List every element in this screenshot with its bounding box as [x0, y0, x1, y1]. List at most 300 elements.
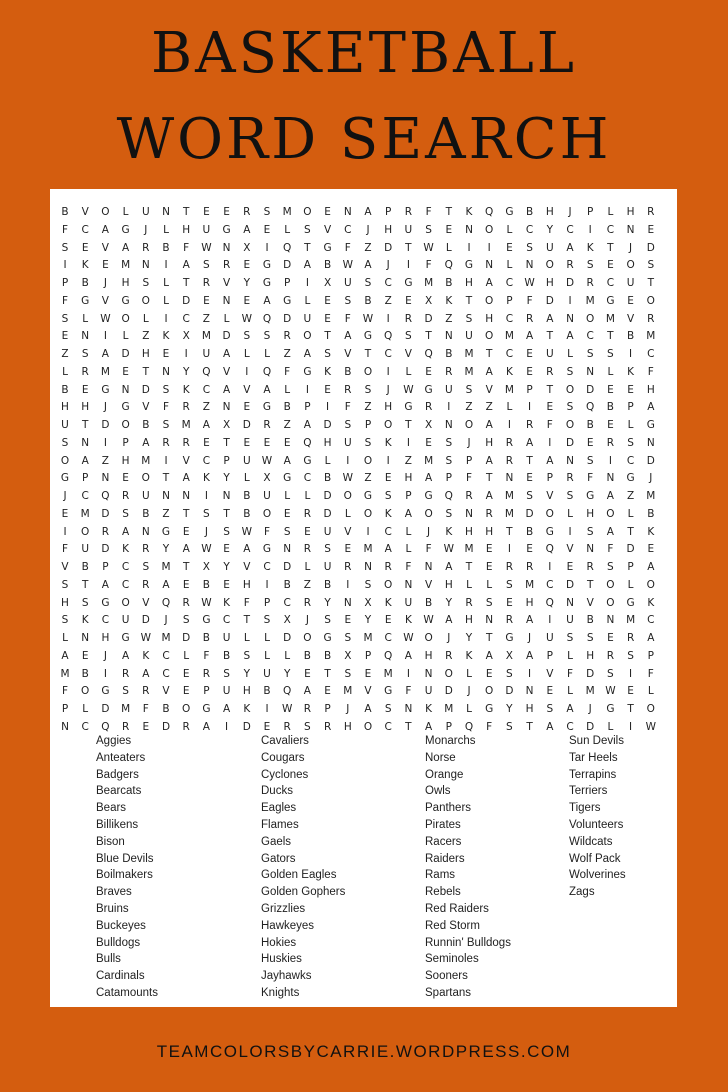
grid-letter: L — [82, 312, 89, 325]
grid-letter: M — [100, 365, 110, 378]
grid-letter: A — [61, 649, 69, 662]
grid-letter: R — [505, 614, 514, 627]
grid-letter: C — [182, 312, 190, 325]
grid-letter: G — [424, 383, 433, 396]
grid-letter: Y — [223, 472, 230, 485]
grid-letter: F — [284, 365, 291, 378]
grid-letter: K — [324, 365, 332, 378]
grid-letter: S — [566, 632, 574, 644]
grid-letter: T — [546, 330, 553, 343]
grid-letter: C — [647, 348, 655, 360]
grid-letter: N — [646, 436, 655, 449]
grid-letter: A — [526, 330, 534, 343]
grid-letter: M — [504, 490, 514, 502]
grid-letter: L — [304, 561, 311, 573]
grid-letter: W — [342, 259, 353, 272]
grid-letter: R — [566, 259, 574, 272]
grid-letter: K — [384, 596, 392, 609]
grid-letter: A — [81, 454, 89, 467]
grid-letter: M — [464, 543, 474, 556]
grid-letter: S — [647, 259, 655, 272]
grid-letter: C — [384, 277, 392, 289]
grid-letter: E — [324, 206, 331, 218]
grid-letter: T — [425, 330, 432, 343]
grid-letter: Y — [182, 365, 190, 378]
grid-letter: S — [506, 720, 513, 733]
grid-letter: O — [485, 685, 494, 698]
grid-letter: N — [162, 490, 170, 502]
grid-letter: T — [586, 578, 594, 591]
grid-letter: U — [323, 525, 332, 538]
grid-letter: N — [444, 419, 453, 431]
grid-letter: I — [346, 578, 350, 591]
grid-letter: G — [283, 472, 292, 485]
grid-letter: A — [606, 525, 614, 538]
grid-letter: D — [101, 703, 110, 715]
grid-letter: I — [63, 259, 67, 272]
grid-letter: L — [344, 507, 351, 520]
grid-letter: A — [303, 419, 311, 431]
grid-letter: K — [404, 614, 412, 627]
grid-letter: P — [223, 454, 230, 467]
grid-letter: G — [303, 454, 312, 467]
grid-letter: O — [121, 312, 130, 325]
grid-letter: T — [405, 419, 412, 431]
grid-letter: N — [222, 490, 231, 502]
grid-letter: X — [344, 649, 352, 662]
grid-letter: K — [647, 596, 655, 609]
grid-letter: R — [465, 596, 473, 609]
grid-letter: S — [61, 614, 69, 627]
title-line-1: BASKETBALL — [151, 21, 577, 86]
grid-letter: X — [202, 561, 210, 573]
grid-letter: R — [121, 490, 130, 502]
grid-letter: W — [524, 277, 535, 289]
grid-letter: K — [223, 596, 231, 609]
grid-letter: A — [526, 614, 534, 627]
grid-letter: G — [283, 294, 292, 307]
grid-letter: K — [243, 703, 251, 715]
grid-letter: T — [607, 330, 614, 343]
grid-letter: H — [465, 277, 473, 289]
grid-letter: N — [364, 561, 372, 573]
grid-letter: K — [81, 614, 89, 627]
grid-letter: J — [164, 614, 168, 627]
grid-letter: E — [425, 436, 432, 449]
grid-letter: E — [485, 561, 493, 573]
grid-letter: I — [245, 365, 249, 378]
grid-letter: M — [626, 614, 636, 627]
grid-letter: V — [546, 667, 554, 680]
grid-letter: A — [122, 649, 130, 662]
grid-letter: G — [424, 490, 433, 502]
grid-letter: Z — [445, 312, 453, 325]
grid-letter: S — [81, 348, 89, 360]
grid-letter: M — [585, 685, 595, 698]
grid-letter: D — [283, 312, 292, 325]
grid-letter: A — [303, 259, 311, 272]
grid-letter: A — [425, 472, 433, 485]
grid-letter: F — [405, 685, 412, 698]
word-list-item: Cyclones — [261, 768, 309, 781]
grid-letter: M — [161, 632, 171, 644]
grid-letter: S — [607, 561, 614, 573]
grid-letter: E — [61, 507, 69, 520]
grid-letter: K — [81, 259, 89, 272]
grid-letter: A — [404, 507, 412, 520]
grid-letter: A — [647, 401, 655, 414]
grid-letter: G — [262, 401, 272, 414]
grid-letter: S — [364, 436, 372, 449]
grid-letter: A — [182, 472, 190, 485]
grid-letter: S — [364, 578, 372, 591]
grid-letter: S — [243, 330, 251, 343]
grid-letter: E — [586, 436, 594, 449]
grid-letter: O — [464, 419, 474, 431]
grid-letter: N — [566, 312, 574, 325]
grid-letter: V — [546, 490, 554, 502]
grid-letter: C — [222, 614, 231, 627]
grid-letter: Q — [444, 259, 453, 272]
grid-letter: J — [528, 632, 532, 644]
grid-letter: B — [445, 277, 453, 289]
grid-letter: E — [263, 436, 271, 449]
grid-letter: F — [203, 649, 210, 662]
grid-letter: D — [646, 241, 655, 254]
word-list-item: Anteaters — [96, 751, 146, 764]
grid-letter: S — [445, 436, 453, 449]
word-list-item: Gaels — [261, 835, 292, 848]
grid-letter: W — [201, 241, 212, 254]
grid-letter: S — [607, 667, 614, 680]
grid-letter: O — [363, 507, 373, 520]
grid-letter: D — [121, 348, 130, 360]
grid-letter: I — [568, 294, 572, 307]
grid-letter: D — [444, 685, 453, 698]
grid-letter: D — [182, 632, 191, 644]
grid-letter: C — [121, 578, 130, 591]
grid-letter: F — [526, 294, 533, 307]
grid-letter: G — [262, 277, 272, 289]
grid-letter: G — [606, 294, 615, 307]
grid-letter: Z — [283, 348, 291, 360]
grid-letter: A — [303, 685, 311, 698]
grid-letter: I — [629, 720, 633, 733]
grid-letter: R — [303, 596, 312, 609]
grid-letter: L — [627, 578, 634, 591]
grid-letter: U — [465, 330, 473, 343]
grid-letter: L — [264, 632, 270, 644]
grid-letter: P — [587, 206, 594, 218]
grid-letter: G — [262, 543, 272, 556]
grid-letter: E — [405, 294, 412, 307]
grid-letter: X — [243, 241, 251, 254]
grid-letter: U — [141, 490, 150, 502]
grid-letter: S — [546, 703, 554, 715]
grid-letter: P — [284, 277, 291, 289]
grid-letter: S — [586, 454, 594, 467]
grid-letter: B — [61, 206, 69, 218]
grid-letter: C — [303, 472, 312, 485]
word-list-item: Wolf Pack — [569, 852, 621, 865]
grid-letter: W — [140, 632, 151, 644]
grid-letter: S — [586, 525, 594, 538]
grid-letter: I — [326, 401, 330, 414]
grid-letter: I — [568, 525, 572, 538]
grid-letter: S — [566, 365, 574, 378]
grid-letter: P — [385, 206, 392, 218]
grid-letter: D — [626, 543, 635, 556]
grid-letter: V — [101, 294, 109, 307]
grid-letter: T — [627, 525, 634, 538]
grid-letter: F — [61, 294, 69, 307]
grid-letter: O — [646, 703, 655, 715]
grid-letter: Q — [464, 720, 474, 733]
grid-letter: S — [263, 614, 271, 627]
grid-letter: O — [384, 578, 393, 591]
word-list-item: Seminoles — [425, 953, 479, 966]
grid-letter: S — [304, 720, 311, 733]
grid-letter: U — [424, 685, 433, 698]
grid-letter: Y — [243, 667, 250, 680]
grid-letter: E — [263, 223, 271, 236]
grid-letter: R — [586, 277, 594, 289]
grid-letter: S — [384, 490, 392, 502]
grid-letter: S — [122, 685, 129, 698]
grid-letter: N — [404, 578, 413, 591]
grid-letter: Q — [384, 649, 393, 662]
grid-letter: I — [164, 312, 168, 325]
grid-letter: O — [545, 259, 554, 272]
grid-letter: I — [386, 365, 390, 378]
word-list-item: Knights — [261, 986, 300, 999]
grid-letter: O — [141, 294, 150, 307]
grid-letter: A — [485, 454, 493, 467]
grid-letter: A — [485, 419, 493, 431]
grid-letter: E — [364, 667, 372, 680]
grid-letter: Q — [262, 365, 272, 378]
grid-letter: Q — [384, 330, 393, 343]
grid-letter: S — [607, 348, 614, 360]
grid-letter: E — [223, 578, 230, 591]
grid-letter: K — [202, 472, 210, 485]
grid-letter: C — [384, 525, 392, 538]
grid-letter: G — [384, 685, 393, 698]
grid-letter: S — [81, 596, 89, 609]
grid-letter: D — [141, 614, 150, 627]
grid-letter: T — [485, 632, 493, 644]
grid-letter: I — [548, 561, 552, 573]
grid-letter: E — [243, 436, 251, 449]
grid-letter: D — [545, 294, 554, 307]
grid-letter: V — [101, 241, 109, 254]
grid-letter: W — [403, 632, 414, 644]
grid-letter: E — [61, 330, 69, 343]
grid-letter: H — [384, 401, 393, 414]
grid-letter: P — [546, 472, 553, 485]
grid-letter: L — [183, 649, 190, 662]
grid-letter: K — [627, 365, 635, 378]
grid-letter: E — [81, 241, 89, 254]
grid-letter: E — [243, 259, 251, 272]
grid-letter: E — [122, 472, 129, 485]
grid-letter: A — [243, 543, 251, 556]
grid-letter: Z — [303, 578, 311, 591]
grid-letter: N — [101, 472, 110, 485]
grid-letter: L — [647, 685, 654, 698]
grid-letter: I — [548, 436, 552, 449]
grid-letter: P — [364, 649, 372, 662]
grid-letter: E — [445, 223, 453, 236]
grid-letter: E — [182, 667, 190, 680]
grid-letter: L — [62, 632, 68, 644]
grid-letter: X — [222, 419, 231, 431]
grid-letter: G — [202, 703, 211, 715]
grid-letter: O — [646, 294, 655, 307]
word-column — [261, 733, 411, 1002]
grid-letter: M — [424, 277, 434, 289]
grid-letter: B — [424, 596, 433, 609]
grid-letter: E — [81, 649, 89, 662]
grid-letter: S — [304, 223, 311, 236]
grid-letter: R — [525, 419, 534, 431]
grid-letter: Y — [506, 703, 513, 715]
grid-letter: S — [283, 525, 291, 538]
grid-letter: O — [444, 667, 453, 680]
grid-letter: L — [284, 383, 291, 396]
grid-letter: T — [526, 720, 533, 733]
grid-letter: T — [627, 703, 634, 715]
grid-letter: I — [265, 578, 269, 591]
grid-letter: F — [405, 561, 412, 573]
grid-letter: O — [121, 596, 130, 609]
grid-letter: M — [444, 703, 454, 715]
grid-letter: P — [627, 401, 634, 414]
grid-letter: W — [605, 685, 616, 698]
grid-letter: R — [162, 436, 170, 449]
grid-letter: H — [81, 401, 90, 414]
grid-letter: N — [283, 543, 292, 556]
grid-letter: R — [485, 507, 493, 520]
grid-letter: U — [242, 454, 251, 467]
word-list-item: Runnin' Bulldogs — [425, 936, 511, 949]
word-column — [569, 733, 719, 901]
grid-letter: A — [223, 703, 231, 715]
word-list-item: Bearcats — [96, 785, 142, 798]
grid-letter: N — [424, 561, 433, 573]
grid-letter: L — [445, 241, 452, 254]
grid-letter: W — [423, 614, 434, 627]
grid-letter: H — [485, 436, 494, 449]
grid-letter: L — [163, 277, 169, 289]
grid-letter: K — [586, 241, 594, 254]
grid-letter: C — [81, 223, 89, 236]
grid-letter: O — [424, 632, 433, 644]
grid-letter: X — [323, 277, 332, 289]
grid-letter: P — [445, 472, 452, 485]
grid-letter: T — [324, 330, 331, 343]
grid-letter: S — [142, 561, 150, 573]
grid-letter: M — [605, 312, 615, 325]
grid-letter: F — [344, 401, 351, 414]
grid-letter: B — [647, 507, 655, 520]
grid-letter: R — [647, 206, 655, 218]
grid-letter: A — [142, 436, 150, 449]
grid-letter: F — [546, 419, 553, 431]
grid-letter: T — [81, 578, 89, 591]
grid-letter: V — [485, 383, 493, 396]
grid-letter: Z — [384, 294, 392, 307]
grid-letter: C — [546, 578, 554, 591]
grid-letter: A — [384, 543, 392, 556]
grid-letter: B — [142, 507, 150, 520]
grid-letter: S — [364, 277, 372, 289]
grid-letter: A — [101, 578, 109, 591]
grid-letter: R — [606, 649, 615, 662]
grid-letter: S — [364, 383, 372, 396]
grid-letter: Z — [404, 454, 412, 467]
grid-letter: L — [163, 294, 169, 307]
grid-letter: Q — [545, 543, 554, 556]
grid-letter: R — [323, 720, 332, 733]
grid-letter: Q — [262, 312, 272, 325]
grid-letter: R — [647, 312, 655, 325]
grid-letter: O — [606, 507, 615, 520]
grid-letter: G — [404, 401, 413, 414]
grid-letter: L — [243, 632, 250, 644]
grid-letter: Q — [161, 596, 171, 609]
grid-letter: S — [263, 330, 271, 343]
grid-letter: N — [121, 383, 130, 396]
grid-letter: I — [265, 703, 269, 715]
grid-letter: I — [184, 348, 188, 360]
grid-letter: S — [162, 419, 170, 431]
grid-letter: R — [303, 703, 312, 715]
grid-letter: E — [102, 259, 109, 272]
word-list-item: Pirates — [425, 818, 461, 831]
grid-letter: Y — [283, 667, 291, 680]
grid-letter: O — [343, 490, 352, 502]
grid-letter: R — [344, 383, 352, 396]
grid-letter: H — [465, 525, 473, 538]
grid-letter: N — [222, 401, 231, 414]
puzzle-sheet — [50, 189, 677, 1007]
word-column — [96, 733, 246, 1002]
grid-letter: K — [162, 330, 170, 343]
grid-letter: M — [343, 685, 353, 698]
grid-letter: K — [384, 436, 392, 449]
grid-letter: D — [323, 419, 332, 431]
grid-letter: N — [566, 596, 574, 609]
grid-letter: W — [241, 312, 252, 325]
grid-letter: C — [81, 490, 89, 502]
grid-letter: E — [182, 525, 190, 538]
word-list-item: Spartans — [425, 986, 472, 999]
grid-letter: L — [405, 543, 412, 556]
grid-letter: L — [627, 507, 634, 520]
grid-letter: H — [384, 223, 393, 236]
word-list-item: Badgers — [96, 768, 139, 781]
grid-letter: C — [525, 223, 534, 236]
grid-letter: G — [323, 632, 332, 644]
grid-letter: L — [567, 685, 573, 698]
grid-letter: S — [586, 632, 594, 644]
grid-letter: W — [100, 312, 111, 325]
grid-letter: C — [344, 223, 352, 236]
word-list-item: Orange — [425, 768, 464, 781]
grid-letter: I — [406, 667, 410, 680]
grid-letter: N — [525, 685, 534, 698]
